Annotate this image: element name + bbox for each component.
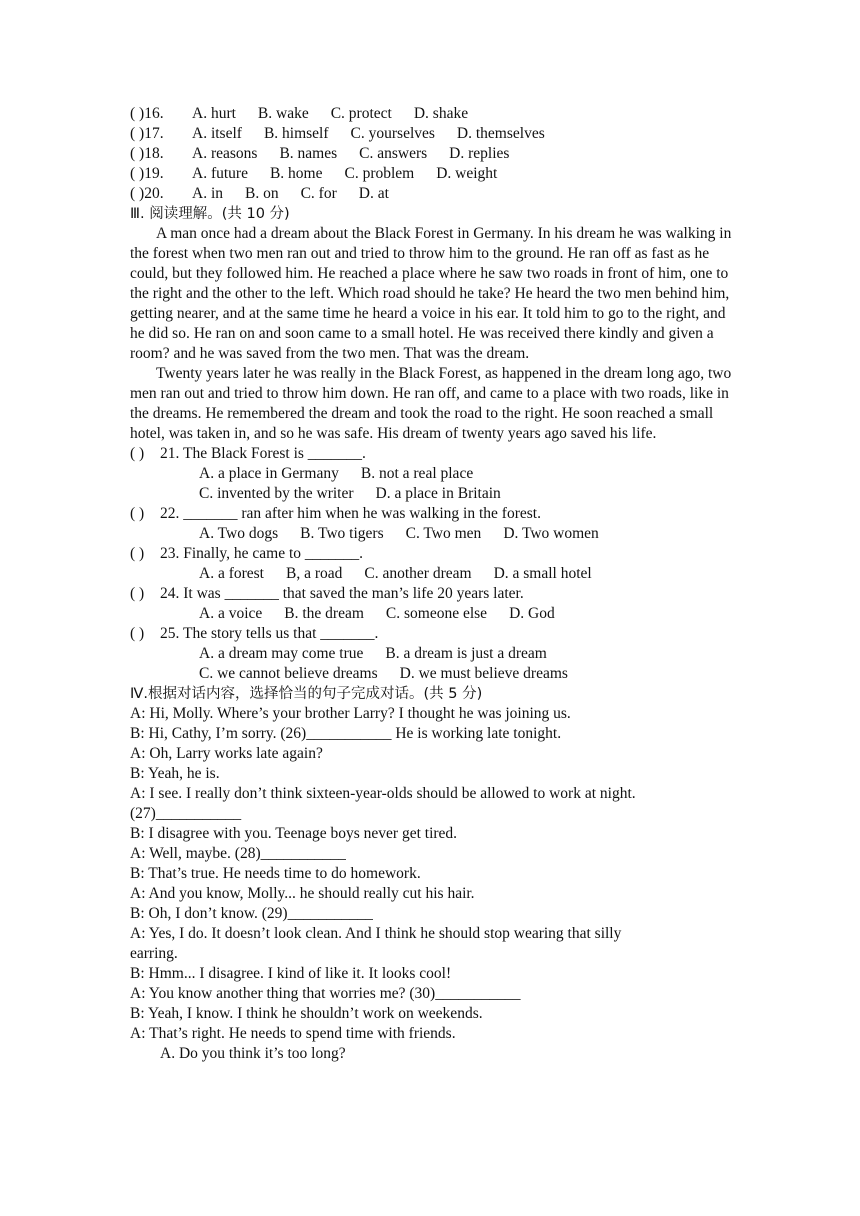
- dialogue-line: A: Hi, Molly. Where’s your brother Larry? I thought he was joining us.: [130, 705, 571, 722]
- dialogue-line: B: Yeah, I know. I think he shouldn’t work on weekends.: [130, 1005, 483, 1022]
- dialogue-line: B: Hmm... I disagree. I kind of like it. It looks cool!: [130, 965, 452, 982]
- option: C. we cannot believe dreams: [199, 665, 378, 682]
- dialogue-line: (27)___________: [130, 805, 242, 822]
- dialogue-line: B: That’s true. He needs time to do homework.: [130, 865, 421, 882]
- mc-row-20: [130, 184, 740, 204]
- reading-question-21: [130, 444, 740, 504]
- option: A. future: [192, 165, 248, 182]
- option: B. wake: [257, 105, 309, 122]
- dialogue-line: B: Oh, I don’t know. (29)___________: [130, 905, 373, 922]
- option: D. shake: [413, 105, 469, 122]
- option: A. reasons: [192, 145, 258, 162]
- question-number: ( )16.: [130, 105, 164, 122]
- option: C. answers: [359, 145, 428, 162]
- dialogue-line: A: Yes, I do. It doesn’t look clean. And I think he should stop wearing that silly: [130, 925, 622, 942]
- option: D. we must believe dreams: [399, 665, 568, 682]
- reading-question-24: [130, 584, 740, 624]
- question-number: ( )18.: [130, 145, 164, 162]
- option: A. Two dogs: [199, 525, 279, 542]
- option: C. invented by the writer: [199, 485, 354, 502]
- option: D. Two women: [503, 525, 599, 542]
- option: C. yourselves: [350, 125, 435, 142]
- option: A. a forest: [199, 565, 264, 582]
- question-number: ( )19.: [130, 165, 164, 182]
- option: C. Two men: [405, 525, 482, 542]
- worksheet-content: [130, 104, 740, 1064]
- option: A. in: [192, 185, 223, 202]
- option: C. protect: [330, 105, 392, 122]
- question-stem: 24. It was _______ that saved the man’s life 20 years later.: [160, 585, 524, 602]
- option: A. a dream may come true: [199, 645, 364, 662]
- answer-paren: ( ): [130, 625, 145, 642]
- option: B. on: [245, 185, 279, 202]
- mc-rows: [130, 104, 740, 204]
- dialogue-line: A: And you know, Molly... he should really cut his hair.: [130, 885, 475, 902]
- option: B. home: [269, 165, 323, 182]
- mc-row-16: [130, 104, 740, 124]
- dialogue-line: earring.: [130, 945, 178, 962]
- dialogue: [130, 704, 740, 1044]
- question-stem: 25. The story tells us that _______.: [160, 625, 379, 642]
- question-number: ( )20.: [130, 185, 164, 202]
- option: B. himself: [263, 125, 329, 142]
- dialogue-option-a: A. Do you think it’s too long?: [160, 1045, 346, 1062]
- option: B. a dream is just a dream: [385, 645, 547, 662]
- mc-row-19: [130, 164, 740, 184]
- dialogue-line: A: I see. I really don’t think sixteen-year-olds should be allowed to work at night.: [130, 785, 636, 802]
- reading-paragraph-1: A man once had a dream about the Black Forest in Germany. In his dream he was walking in the forest when two men ran out and tried to throw him to the ground. He ran off as fast as he could, but they followed him. He reached a place where he saw two roads in front of him, one to the right and the other to the left. Which road should he take? He heard the two men behind him, getting nearer, and at the same time he heard a voice in his ear. It told him to go to the right, and he did so. He ran on and soon came to a small hotel. He was received there kindly and given a room? and he was saved from the two men. That was the dream.: [130, 225, 732, 362]
- option: D. weight: [436, 165, 498, 182]
- question-stem: 22. _______ ran after him when he was walking in the forest.: [160, 505, 541, 522]
- question-number: ( )17.: [130, 125, 164, 142]
- option: D. at: [358, 185, 389, 202]
- option: B. names: [279, 145, 338, 162]
- option: D. themselves: [456, 125, 545, 142]
- option: B, a road: [286, 565, 343, 582]
- option: D. a place in Britain: [375, 485, 501, 502]
- reading-question-25: [130, 624, 740, 684]
- answer-paren: ( ): [130, 545, 145, 562]
- question-stem: 23. Finally, he came to _______.: [160, 545, 364, 562]
- dialogue-line: B: Yeah, he is.: [130, 765, 220, 782]
- answer-paren: ( ): [130, 505, 145, 522]
- answer-paren: ( ): [130, 585, 145, 602]
- reading-question-22: [130, 504, 740, 544]
- dialogue-line: A: Oh, Larry works late again?: [130, 745, 323, 762]
- option: A. a place in Germany: [199, 465, 339, 482]
- option: A. itself: [192, 125, 242, 142]
- mc-row-17: [130, 124, 740, 144]
- option: B. not a real place: [360, 465, 474, 482]
- section-3-heading: Ⅲ. 阅读理解。(共 10 分): [130, 206, 290, 222]
- option: C. for: [300, 185, 337, 202]
- option: C. problem: [344, 165, 415, 182]
- dialogue-line: A: Well, maybe. (28)___________: [130, 845, 346, 862]
- option: A. hurt: [192, 105, 236, 122]
- dialogue-line: B: I disagree with you. Teenage boys never get tired.: [130, 825, 458, 842]
- option: C. someone else: [385, 605, 488, 622]
- option: C. another dream: [364, 565, 472, 582]
- reading-paragraph-2: Twenty years later he was really in the Black Forest, as happened in the dream long ago, two men ran out and tried to throw him down. He ran off, and came to a place with two roads, like in the dreams. He remembered the dream and took the road to the right. He soon reached a small hotel, was taken in, and so he was safe. His dream of twenty years ago saved his life.: [130, 365, 732, 442]
- answer-paren: ( ): [130, 445, 145, 462]
- option: D. replies: [449, 145, 510, 162]
- option: B. Two tigers: [300, 525, 384, 542]
- mc-row-18: [130, 144, 740, 164]
- option: D. God: [509, 605, 555, 622]
- option: D. a small hotel: [493, 565, 592, 582]
- option: A. a voice: [199, 605, 263, 622]
- dialogue-line: B: Hi, Cathy, I’m sorry. (26)___________ He is working late tonight.: [130, 725, 562, 742]
- option: B. the dream: [284, 605, 364, 622]
- section-4-heading: Ⅳ.根据对话内容，选择恰当的句子完成对话。(共 5 分): [130, 686, 483, 702]
- reading-question-23: [130, 544, 740, 584]
- dialogue-line: A: You know another thing that worries me? (30)___________: [130, 985, 521, 1002]
- dialogue-line: A: That’s right. He needs to spend time with friends.: [130, 1025, 456, 1042]
- question-stem: 21. The Black Forest is _______.: [160, 445, 366, 462]
